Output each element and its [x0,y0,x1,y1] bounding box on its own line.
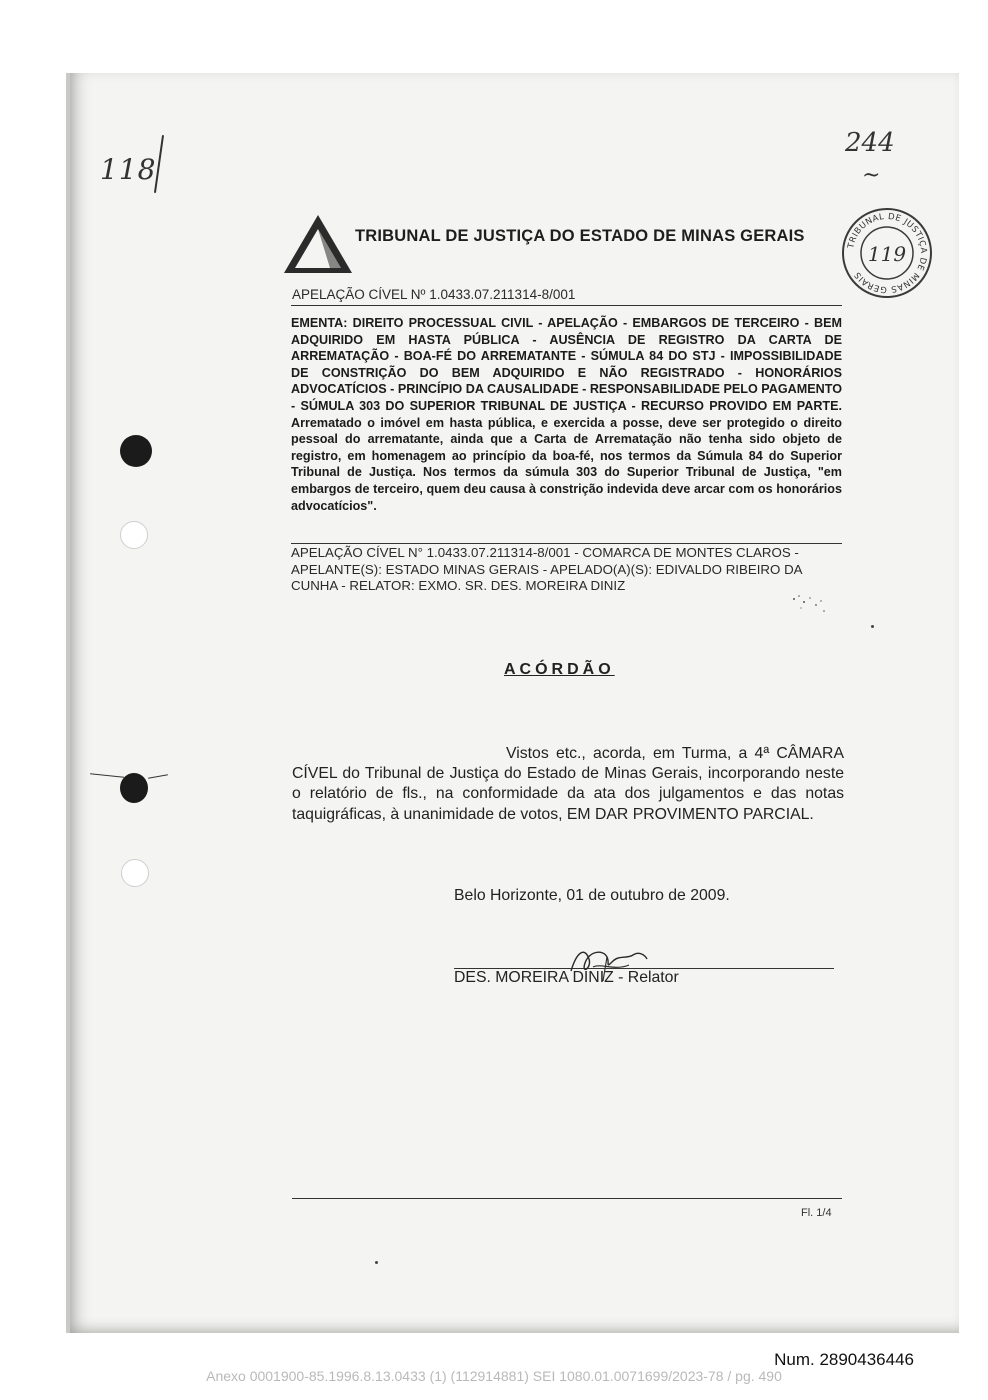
acordao-title: ACÓRDÃO [504,661,615,678]
scan-speckle [790,593,828,615]
punch-hole [121,859,149,887]
court-name: TRIBUNAL DE JUSTIÇA DO ESTADO DE MINAS GERAIS [355,227,805,245]
scan-speckle [871,625,874,628]
decision-text: Vistos etc., acorda, em Turma, a 4ª CÂMARA CÍVEL do Tribunal de Justiça do Estado de Minas Gerais, incorporando neste o relatório de fls., na conformidade da ata dos julgamentos e das notas taquigráficas, à unanimidade de votos, EM DAR PROVIMENTO PARCIAL. [292,745,844,823]
pen-stroke [90,773,124,778]
footer-divider [292,1198,842,1199]
annex-footer-line: Anexo 0001900-85.1996.8.13.0433 (1) (112914881) SEI 1080.01.0071699/2023-78 / pg. 490 [206,1368,782,1384]
ementa-summary: EMENTA: DIREITO PROCESSUAL CIVIL - APELAÇÃO - EMBARGOS DE TERCEIRO - BEM ADQUIRIDO EM HASTA PÚBLICA - AUSÊNCIA DE REGISTRO DA CARTA DE ARREMATAÇÃO - BOA-FÉ DO ARREMATANTE - SÚMULA 84 DO STJ - IMPOSSIBILIDADE DE CONSTRIÇÃO DO BEM ADQUIRIDO E NÃO REGISTRADO - HONORÁRIOS ADVOCATÍCIOS - PRINCÍPIO DA CAUSALIDADE - RESPONSABILIDADE PELO PAGAMENTO - SÚMULA 303 DO SUPERIOR TRIBUNAL DE JUSTIÇA - RECURSO PROVIDO EM PARTE. Arrematado o imóvel em hasta pública, e exercida a posse, deve ser protegido o direito pessoal do arrematante, ainda que a Carta de Arrematação não tenha sido objeto de registro, em homenagem ao princípio da boa-fé, nos termos da Súmula 84 do Superior Tribunal de Justiça. Nos termos da súmula 303 do Superior Tribunal de Justiça, "em embargos de terceiro, quem deu causa à constrição indevida deve arcar com os honorários advocatícios". [291,316,842,513]
handwritten-folio-mark: ~ [862,163,881,188]
punch-hole [120,773,148,803]
document-number: Num. 2890436446 [774,1350,914,1369]
handwritten-folio-number: 244 [845,128,895,158]
court-logo-triangle-icon [282,213,354,275]
page-fraction: Fl. 1/4 [801,1207,832,1219]
handwritten-page-number: 118 [100,153,157,186]
punch-hole [120,521,148,549]
header-divider [291,305,842,306]
seal-text: TRIBUNAL DE JUSTIÇA DE MINAS GERAIS [846,211,929,295]
case-details: APELAÇÃO CÍVEL N° 1.0433.07.211314-8/001 - COMARCA DE MONTES CLAROS - APELANTE(S): ESTADO MINAS GERAIS - APELADO(A)(S): EDIVALDO RIBEIRO DA CUNHA - RELATOR: EXMO. SR. DES. MOREIRA DINIZ [291,545,802,594]
place-and-date: Belo Horizonte, 01 de outubro de 2009. [454,887,730,904]
court-seal-stamp [840,206,934,300]
signatory-name: DES. MOREIRA DINIZ - Relator [454,969,679,986]
scan-speckle [375,1261,378,1264]
pen-stroke [148,774,168,778]
seal-inner-mark: 119 [867,242,907,266]
ementa-divider [291,543,842,544]
case-number-header: APELAÇÃO CÍVEL Nº 1.0433.07.211314-8/001 [292,287,576,302]
punch-hole [120,435,152,467]
decision-body [292,744,844,825]
scanned-page [66,73,959,1333]
